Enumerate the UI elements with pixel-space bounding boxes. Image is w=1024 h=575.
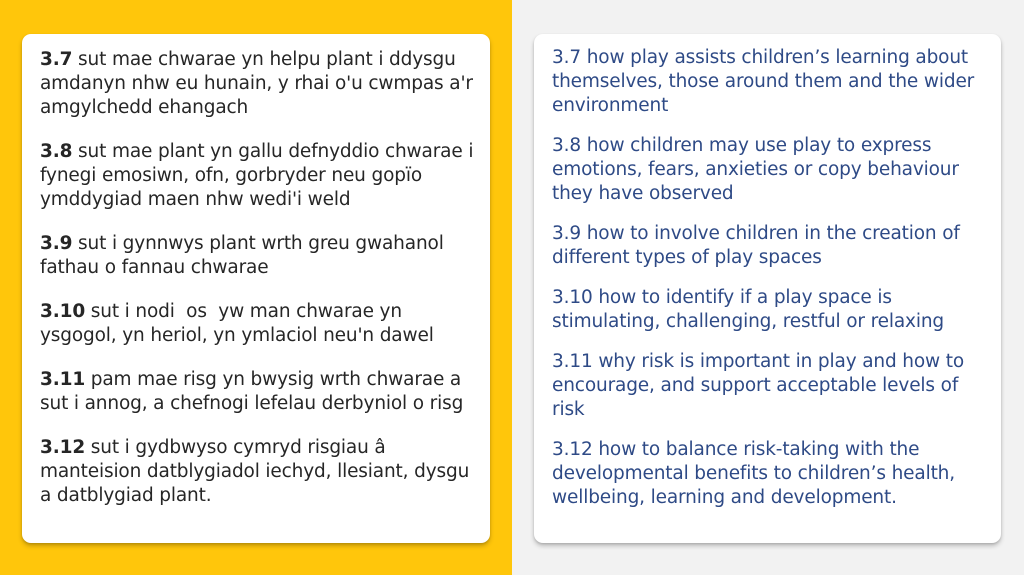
english-criterion-3-12: 3.12 how to balance risk-taking with the developmental benefits to children’s health, wellbeing, learning and development. (552, 439, 955, 508)
welsh-criterion-3-8 (40, 140, 476, 212)
welsh-criterion-3-12 (40, 436, 476, 508)
criterion-text: sut mae chwarae yn helpu plant i ddysgu amdanyn nhw eu hunain, y rhai o'u cwmpas a'r amgylchedd ehangach (40, 49, 473, 118)
criterion-text: sut mae plant yn gallu defnyddio chwarae i fynegi emosiwn, ofn, gorbryder neu gopïo ymddygiad maen nhw wedi'i weld (40, 141, 474, 210)
criterion-text: pam mae risg yn bwysig wrth chwarae a sut i annog, a chefnogi lefelau derbyniol o risg (40, 369, 464, 414)
criterion-number: 3.9 (40, 233, 73, 254)
english-criterion-3-7: 3.7 how play assists children’s learning about themselves, those around them and the wider environment (552, 47, 975, 116)
criterion-text: sut i gydbwyso cymryd risgiau â manteision datblygiadol iechyd, llesiant, dysgu a datblygiad plant. (40, 437, 470, 506)
criterion-number: 3.8 (40, 141, 73, 162)
welsh-criterion-3-7 (40, 48, 476, 120)
english-criterion-3-9: 3.9 how to involve children in the creation of different types of play spaces (552, 223, 960, 268)
criterion-number: 3.10 (40, 301, 86, 322)
english-criterion-3-10: 3.10 how to identify if a play space is stimulating, challenging, restful or relaxing (552, 287, 945, 332)
welsh-criterion-3-10 (40, 300, 476, 348)
criterion-number: 3.7 (40, 49, 73, 70)
criterion-text: sut i gynnwys plant wrth greu gwahanol fathau o fannau chwarae (40, 233, 444, 278)
welsh-criterion-3-9 (40, 232, 476, 280)
criterion-number: 3.11 (40, 369, 86, 390)
welsh-criteria-card (22, 34, 490, 543)
english-criterion-3-8: 3.8 how children may use play to express emotions, fears, anxieties or copy behaviour they have observed (552, 135, 959, 204)
welsh-criterion-3-11 (40, 368, 476, 416)
criterion-number: 3.12 (40, 437, 86, 458)
criterion-text: sut i nodi os yw man chwarae yn ysgogol, yn heriol, yn ymlaciol neu'n dawel (40, 301, 434, 346)
english-criterion-3-11: 3.11 why risk is important in play and how to encourage, and support acceptable levels of risk (552, 351, 965, 420)
english-criteria-card (534, 34, 1001, 543)
